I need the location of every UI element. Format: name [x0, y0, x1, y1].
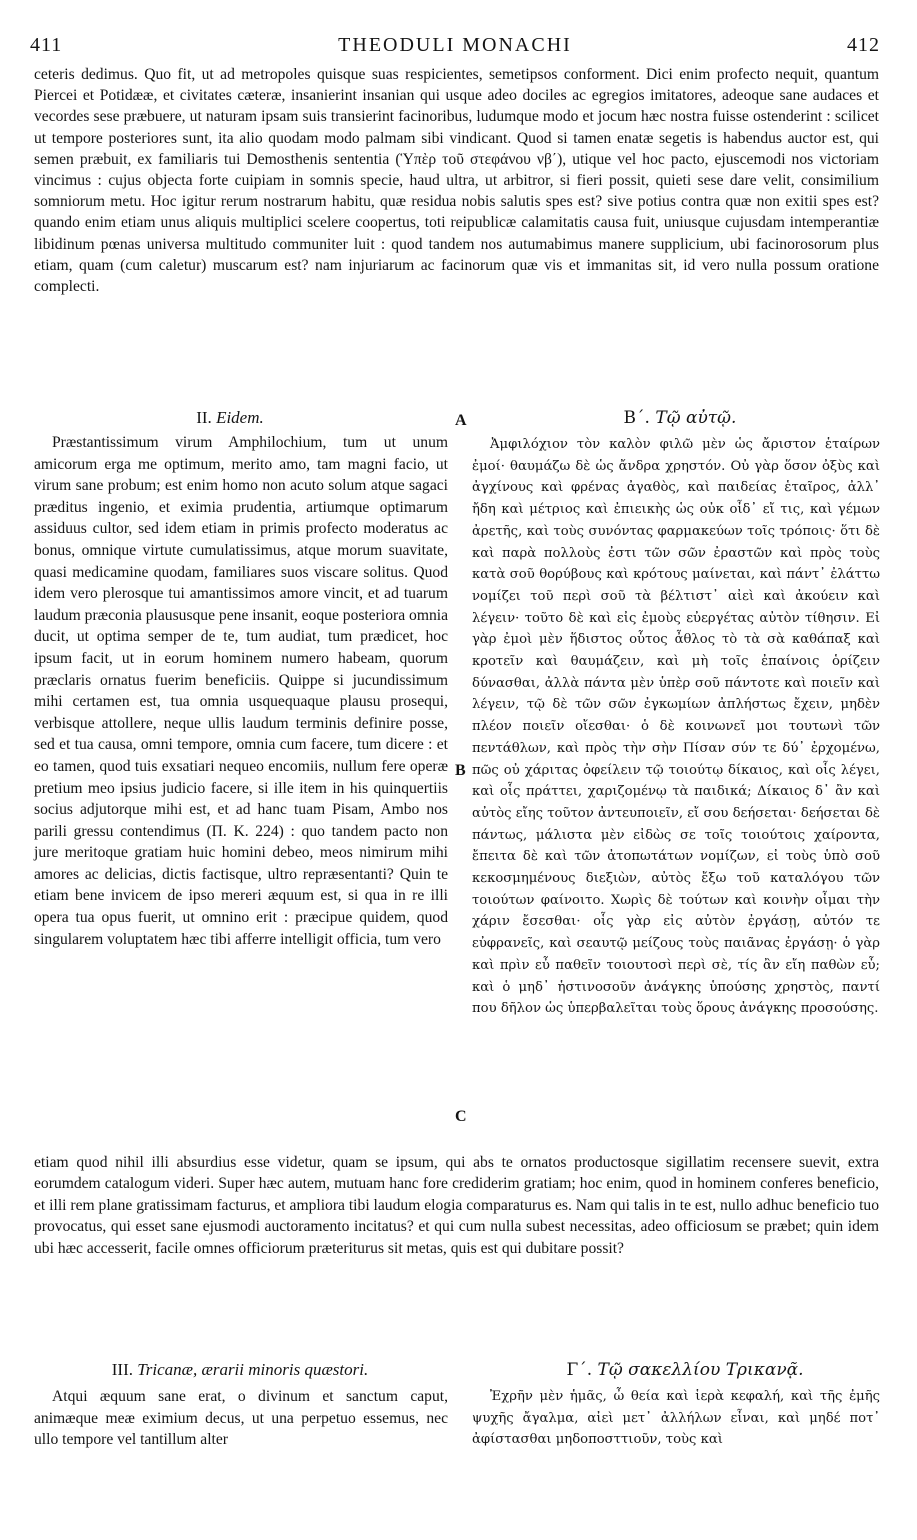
- running-title: THEODULI MONACHI: [338, 34, 572, 56]
- section-2-greek-num: Β΄.: [623, 408, 650, 428]
- section-3-latin-text: Atqui æquum sane erat, o divinum et sanctum caput, animæque meæ eximium decus, ut una perpetuo essemus, nec ullo tempore vel tantillum alter: [34, 1388, 448, 1449]
- section-2-latin-column: [34, 432, 448, 950]
- section-2-latin-continuation-text: etiam quod nihil illi absurdius esse videtur, quam se ipsum, qui abs te ornatos productosque sigillatim recensere suevit, extra eorumdem catalogum videri. Super hæc autem, mutuam hanc fore crediderim gratiam; hoc enim, quod in hominem conferes beneficio, et illi rem plane gratissimam facturus, et ampliora tibi laudum elogia comparaturus es. Nam qui talis in te est, nullo adhuc beneficio tuo provocatus, qui esset sane ejusmodi auctoramento incitatus? et qui cum nulla subest necessitas, adeo officiosum se præbet; quin idem ubi hæc accesserit, facile omnes officiorum præteriturus sit metas, quis est qui dubitare possit?: [34, 1154, 879, 1257]
- margin-marker-b: B: [455, 762, 466, 779]
- margin-marker-a: A: [455, 412, 467, 429]
- section-2-greek-column: [472, 434, 880, 1020]
- section-3-greek-heading: [520, 1360, 850, 1380]
- page-number-left: 411: [30, 34, 63, 56]
- section-3-latin-title: Tricanæ, ærarii minoris quæstori.: [137, 1360, 369, 1379]
- section-2-latin-title: Eidem.: [216, 408, 264, 427]
- section-2-greek-title: Τῷ αὐτῷ.: [655, 408, 737, 428]
- section-2-latin-text: Præstantissimum virum Amphilochium, tum ut unum amicorum erga me optimum, merito amo, tam magni facio, ut virum sane probum; est enim homo non acuto solum atque sagaci præditus ingenio, et eximia prudentia, artiumque optimarum assiduus cultor, sed idem etiam in primis profecto moderatus ac bonus, omnique virtute cumulatissimus, atque morum suavitate, quasi medicamine quodam, familiares suos viscare solitus. Quod idem vero plerosque tui amantissimos amore vincit, et ad tuarum laudum præconia plaususque pene insanit, eoque posteriora omnia ducit, ut optima semper de te, tum audiat, tum prædicet, hoc ipsum facit, ut in eorum hominem numero habeam, quorum præclaris ornatus fuerim beneficiis. Quippe si jucundissimum mihi certamen est, tua omnia usquequaque plausu prosequi, verbisque attollere, neque ullis laudum terminis definire posse, sed et tua causa, omni tempore, omnia cum facere, tum dicere : et eo tamen, quod tuis exsatiari nequeo encomiis, nullum fere operæ pretium meo ipsius judicio facere, si ille item in his quinquertiis socius adjutorque mihi est, et ad hanc tuam Pisam, Ambo nos parili gressu contendimus (Π. K. 224) : quo tandem pacto non jure meritoque gratiam huic homini debeo, meos nimirum mihi amores ac delicias, dictis factisque, ultro repræsentanti? Quin te etiam bene invicem de ipso mereri æquum est, si qua in re illi opera tua opus fuerit, ut omnino erit : præcipue quidem, quod singularem voluptatem hæc tibi afferre intelligit officia, tum vero: [34, 434, 448, 948]
- section-2-latin-continuation: [34, 1152, 879, 1259]
- section-2-latin-num: II.: [196, 408, 212, 427]
- top-paragraph: [34, 64, 879, 297]
- section-2-greek-heading: [580, 408, 780, 428]
- top-paragraph-text: ceteris dedimus. Quo fit, ut ad metropoles quisque suas respicientes, semetipsos conforment. Dici enim profecto nequit, quantum Piercei et Potidææ, et civitates cæteræ, insanierint insanian qui usque adeo dociles ac egregios imitatores, adeoque sane audaces et vecordes sese præbuere, ut naturam ipsam suis transierint facinoribus, ludumque modo et jocum hæc nostra fuisse ostenderint : scilicet ut tempore posteriores sunt, ita alio quodam modo palmam sibi vindicant. Quod si tamen enatæ segetis is habendus auctor est, qui semen præbuit, ex familiaris tui Demosthenis sententia (Ὑπὲρ τοῦ στεφάνου νβ΄), utique vel hoc pacto, ejuscemodi nos victoriam vincimus : cujus objecta forte cuipiam in somnis specie, haud ultra, ut arbitror, si fieri possit, quieti sese dare velit, consimilium somniorum metu. Hoc igitur rerum nostrarum habitu, quæ residua nobis salutis spes est? sive potius contra quæ non exitii spes est? quando enim etiam unus aliquis multiplici scelere coopertus, toti reipublicæ calamitatis causa fuit, uniusque cujusdam intemperantiæ libidinum pœnas universa multitudo communiter luit : quod tandem nos autumabimus manere supplicium, ubi facinorosorum plus etiam, quam (cum caletur) muscarum est? nam injuriarum ac facinorum quæ vis et immanitas sit, id vero nulla possum oratione complecti.: [34, 66, 879, 296]
- section-2-greek-text: Ἀμφιλόχιον τὸν καλὸν φιλῶ μὲν ὡς ἄριστον ἑταίρων ἐμοί· θαυμάζω δὲ ὡς ἄνδρα χρηστόν. Οὐ γὰρ ὅσον ὀξὺς καὶ ἀγχίνους καὶ φρένας ἀγαθὸς, καὶ παιδείας ἑταῖρος, ἀλλ᾽ ἤδη καὶ μέτριος καὶ ἐπιεικὴς ὡς οὐκ οἶδ᾽ εἴ τις, καὶ γέμων ἀρετῆς, καὶ τοὺς συνόντας φαρμακεύων τοῖς τρόποις· ὅτι δὲ καὶ παρὰ πολλοὺς ἐστι τῶν σῶν ἐραστῶν καὶ πρὸς τοὺς κατὰ σοῦ θορύβους καὶ κρότους μαίνεται, καὶ πάντ᾽ ἐλάττω νομίζει τοῦ περὶ σοῦ τὰ βέλτιστ᾽ αἰεὶ καὶ ἀκούειν καὶ λέγειν· τοῦτο δὲ καὶ εἰς ἐμοὺς εὐεργέτας αὐτὸν τίθησιν. Εἰ γὰρ ἐμοὶ μὲν ἥδιστος οὗτος ἆθλος τὸ τὰ σὰ καθάπαξ καὶ κροτεῖν καὶ θαυμάζειν, καὶ μὴ τοῖς ἐπαίνοις ὁρίζειν δύνασθαι, ἀλλὰ πάντα μὲν ὑπὲρ σοῦ πάντοτε καὶ ποιεῖν καὶ λέγειν, τῷ δὲ τῶν σῶν ἐγκωμίων ἀπλήστως ἔχειν, μηδὲν πλέον ποιεῖν οἴεσθαι· ὁ δὲ κοινωνεῖ μοι τουτωνὶ τῶν πεντάθλων, καὶ πρὸς τὴν σὴν Πίσαν σύν τε δύ᾽ ἐρχομένω, πῶς οὐ χάριτας ὀφείλειν τῷ τοιούτῳ δίκαιος, καὶ οἷς λέγει, καὶ οἷς πράττει, χαριζομένῳ τὰ παιδικά; Δίκαιος δ᾽ ἂν καὶ αὐτὸς εἴης τοῦτον ἀντευποιεῖν, εἴ σου δεήσεται· δεήσεται δὲ πάντως, μάλιστα μὲν εἰδὼς σε τοῖς τοιούτοις χαίροντα, ἔπειτα δὲ καὶ τῶν ἀτοπωτάτων νομίζων, εἰ τοὺς ὑπὸ σοῦ κεκοσμημένους διεξιὼν, αὐτὸς ἔξω τοῦ καταλόγου τῶν τοιούτων φαίνοιτο. Χωρὶς δὲ τούτων καὶ κοινὴν οἶμαι τὴν χάριν ἔσεσθαι· οἷς γὰρ εἰς αὐτὸν ἐργάσῃ, αὐτόν τε εὐφρανεῖς, καὶ σεαυτῷ μείζους τοὺς παιᾶνας ἐργάσῃ· ὁ γὰρ καὶ πρὶν εὖ παθεῖν τοιουτοσὶ περὶ σὲ, τίς ἂν εἴη παθὼν εὖ; καὶ ὁ μηδ᾽ ἡστινοσοῦν ἀνάγκης ὑπούσης χρηστὸς, παντί που δῆλον ὡς ὑπερβαλεῖται τοὺς ὅρους ἀνάγκης προσούσης.: [472, 437, 880, 1017]
- section-3-latin-column: [34, 1386, 448, 1451]
- section-3-greek-title: Τῷ σακελλίου Τρικανᾷ.: [597, 1360, 804, 1380]
- running-header: [30, 34, 880, 56]
- section-3-greek-text: Ἐχρῆν μὲν ἡμᾶς, ὦ θεία καὶ ἱερὰ κεφαλή, καὶ τῆς ἐμῆς ψυχῆς ἄγαλμα, αἰεὶ μετ᾽ ἀλλήλων εἶναι, καὶ μηδέ ποτ᾽ ἀφίστασθαι μηδοποσττιοῦν, τοὺς καὶ: [472, 1389, 880, 1448]
- section-3-greek-num: Γ΄.: [566, 1360, 593, 1380]
- section-3-latin-heading: [40, 1360, 440, 1380]
- section-3-greek-column: [472, 1386, 880, 1451]
- page-number-right: 412: [847, 34, 880, 56]
- section-3-latin-num: III.: [111, 1360, 133, 1379]
- section-2-latin-heading: [130, 408, 330, 428]
- margin-marker-c: C: [455, 1108, 467, 1125]
